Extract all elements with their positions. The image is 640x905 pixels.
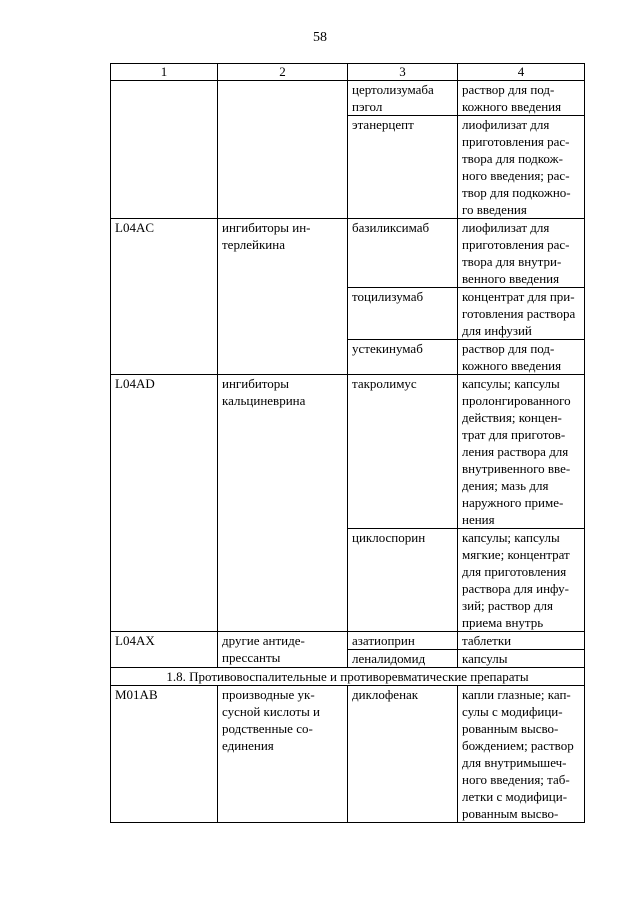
dosage-form-cell: лиофилизат для приготовления рас- твора для подкож- ного введения; рас- твор для подкожно- го введения: [458, 116, 585, 219]
drug-table: [110, 63, 585, 823]
drug-name-cell: цертолизумаба пэгол: [348, 81, 458, 116]
table-row: [111, 81, 585, 116]
atc-code-cell: [111, 81, 218, 219]
atc-code-cell: M01AB: [111, 686, 218, 823]
column-header: 1: [111, 64, 218, 81]
dosage-form-cell: капли глазные; кап- сулы с модифици- рованным высво- бождением; раствор для внутримышеч- ного введения; таб- летки с модифици- рованным высво-: [458, 686, 585, 823]
column-header: 4: [458, 64, 585, 81]
drug-name-cell: тоцилизумаб: [348, 288, 458, 340]
drug-name-cell: азатиоприн: [348, 632, 458, 650]
page-number: 58: [313, 30, 327, 45]
drug-name-cell: диклофенак: [348, 686, 458, 823]
atc-code-cell: L04AC: [111, 219, 218, 375]
dosage-form-cell: капсулы; капсулы пролонгированного действия; концен- трат для приготов- ления раствора для внутривенного вве- дения; мазь для наружного приме- нения: [458, 375, 585, 529]
dosage-form-cell: лиофилизат для приготовления рас- твора для внутри- венного введения: [458, 219, 585, 288]
dosage-form-cell: таблетки: [458, 632, 585, 650]
dosage-form-cell: капсулы: [458, 650, 585, 668]
drug-name-cell: этанерцепт: [348, 116, 458, 219]
column-header: 3: [348, 64, 458, 81]
table-header-row: [111, 64, 585, 81]
dosage-form-cell: раствор для под- кожного введения: [458, 81, 585, 116]
atc-code-cell: L04AD: [111, 375, 218, 632]
dosage-form-cell: капсулы; капсулы мягкие; концентрат для приготовления раствора для инфу- зий; раствор для приема внутрь: [458, 529, 585, 632]
atc-code-cell: L04AX: [111, 632, 218, 668]
drug-name-cell: устекинумаб: [348, 340, 458, 375]
drug-name-cell: базиликсимаб: [348, 219, 458, 288]
group-name-cell: ингибиторы кальциневрина: [218, 375, 348, 632]
dosage-form-cell: концентрат для при- готовления раствора для инфузий: [458, 288, 585, 340]
group-name-cell: [218, 81, 348, 219]
drug-name-cell: такролимус: [348, 375, 458, 529]
column-header: 2: [218, 64, 348, 81]
group-name-cell: производные ук- сусной кислоты и родственные со- единения: [218, 686, 348, 823]
table-row: [111, 375, 585, 529]
group-name-cell: ингибиторы ин- терлейкина: [218, 219, 348, 375]
table-row: [111, 632, 585, 650]
section-heading-row: [111, 668, 585, 686]
drug-name-cell: циклоспорин: [348, 529, 458, 632]
group-name-cell: другие антиде- прессанты: [218, 632, 348, 668]
dosage-form-cell: раствор для под- кожного введения: [458, 340, 585, 375]
table-row: [111, 219, 585, 288]
table-row: [111, 686, 585, 823]
section-heading: 1.8. Противовоспалительные и противоревматические препараты: [111, 668, 585, 686]
drug-name-cell: леналидомид: [348, 650, 458, 668]
